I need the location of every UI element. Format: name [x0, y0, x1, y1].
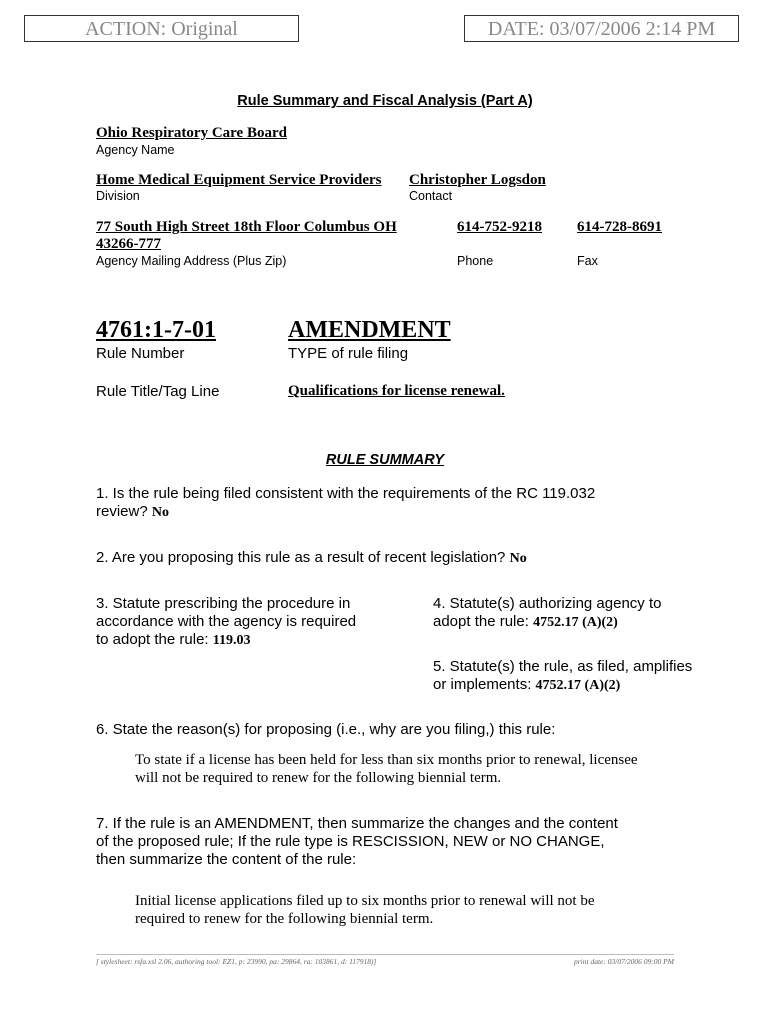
question-5-text: or implements: [433, 676, 532, 693]
fax-label: Fax [577, 254, 598, 268]
question-5 [433, 658, 692, 695]
question-4-line2 [433, 613, 661, 632]
rule-summary-heading: RULE SUMMARY [325, 452, 445, 468]
question-7-response-line1: Initial license applications filed up to six months prior to renewal will not be [135, 893, 595, 909]
question-4-text: adopt the rule: [433, 613, 529, 630]
contact-value: Christopher Logsdon [409, 172, 546, 188]
footer-print-date: print date: 03/07/2006 09:00 PM [574, 957, 674, 966]
question-3-line3 [96, 631, 356, 650]
date-box [464, 15, 739, 42]
question-1-text: review? [96, 503, 148, 520]
question-7-response [135, 892, 595, 928]
question-1-answer: No [151, 505, 169, 520]
question-7-response-line2: required to renew for the following biennial term. [135, 911, 434, 927]
question-7-line2: of the proposed rule; If the rule type is RESCISSION, NEW or NO CHANGE, [96, 833, 605, 850]
rule-number: 4761:1-7-01 [96, 317, 216, 343]
rule-title-label: Rule Title/Tag Line [96, 383, 220, 400]
division-label: Division [96, 189, 140, 203]
footer-stylesheet-info: [ stylesheet: rsfa.xsl 2.06, authoring tool: EZ1, p: 23990, pa: 29864, ra: 103861, d: 117918)] [96, 957, 377, 966]
agency-name-label: Agency Name [96, 143, 175, 157]
question-4 [433, 595, 661, 632]
question-7-line1: 7. If the rule is an AMENDMENT, then summarize the changes and the content [96, 815, 618, 832]
question-7 [96, 815, 618, 869]
phone-label: Phone [457, 254, 494, 268]
question-3-answer: 119.03 [212, 633, 251, 648]
division-value: Home Medical Equipment Service Providers [96, 172, 382, 188]
question-3 [96, 595, 356, 650]
address-line1: 77 South High Street 18th Floor Columbus OH [96, 219, 397, 235]
question-6: 6. State the reason(s) for proposing (i.e., why are you filing,) this rule: [96, 721, 556, 738]
question-6-response-line1: To state if a license has been held for less than six months prior to renewal, licensee [135, 752, 638, 768]
address-label: Agency Mailing Address (Plus Zip) [96, 254, 287, 268]
question-5-line1: 5. Statute(s) the rule, as filed, amplifies [433, 658, 693, 675]
action-text: ACTION: Original [85, 18, 238, 40]
question-2-answer: No [509, 551, 527, 566]
action-box [24, 15, 299, 42]
rule-type: AMENDMENT [288, 317, 451, 343]
question-2 [96, 549, 527, 568]
question-1-line2 [96, 503, 595, 522]
question-3-text: to adopt the rule: [96, 631, 209, 648]
address-line2: 43266-777 [96, 236, 161, 252]
footer-rule [96, 954, 674, 955]
question-2-text: 2. Are you proposing this rule as a result of recent legislation? [96, 549, 506, 566]
question-3-line1: 3. Statute prescribing the procedure in [96, 595, 351, 612]
question-1-line1: 1. Is the rule being filed consistent with the requirements of the RC 119.032 [96, 485, 596, 502]
question-5-line2 [433, 676, 692, 695]
question-6-response-line2: will not be required to renew for the following biennial term. [135, 770, 502, 786]
question-3-line2: accordance with the agency is required [96, 613, 357, 630]
question-6-response [135, 751, 638, 787]
question-4-line1: 4. Statute(s) authorizing agency to [433, 595, 662, 612]
question-5-answer: 4752.17 (A)(2) [535, 678, 621, 693]
agency-name: Ohio Respiratory Care Board [96, 125, 287, 141]
date-text: DATE: 03/07/2006 2:14 PM [487, 18, 716, 40]
rule-number-label: Rule Number [96, 345, 185, 362]
rule-title: Qualifications for license renewal. [288, 383, 505, 399]
phone-value: 614-752-9218 [457, 219, 542, 235]
page-title: Rule Summary and Fiscal Analysis (Part A) [237, 93, 533, 109]
question-7-line3: then summarize the content of the rule: [96, 851, 357, 868]
question-1 [96, 485, 595, 522]
contact-label: Contact [409, 189, 453, 203]
rule-type-label: TYPE of rule filing [288, 345, 409, 362]
fax-value: 614-728-8691 [577, 219, 662, 235]
question-4-answer: 4752.17 (A)(2) [533, 615, 618, 630]
